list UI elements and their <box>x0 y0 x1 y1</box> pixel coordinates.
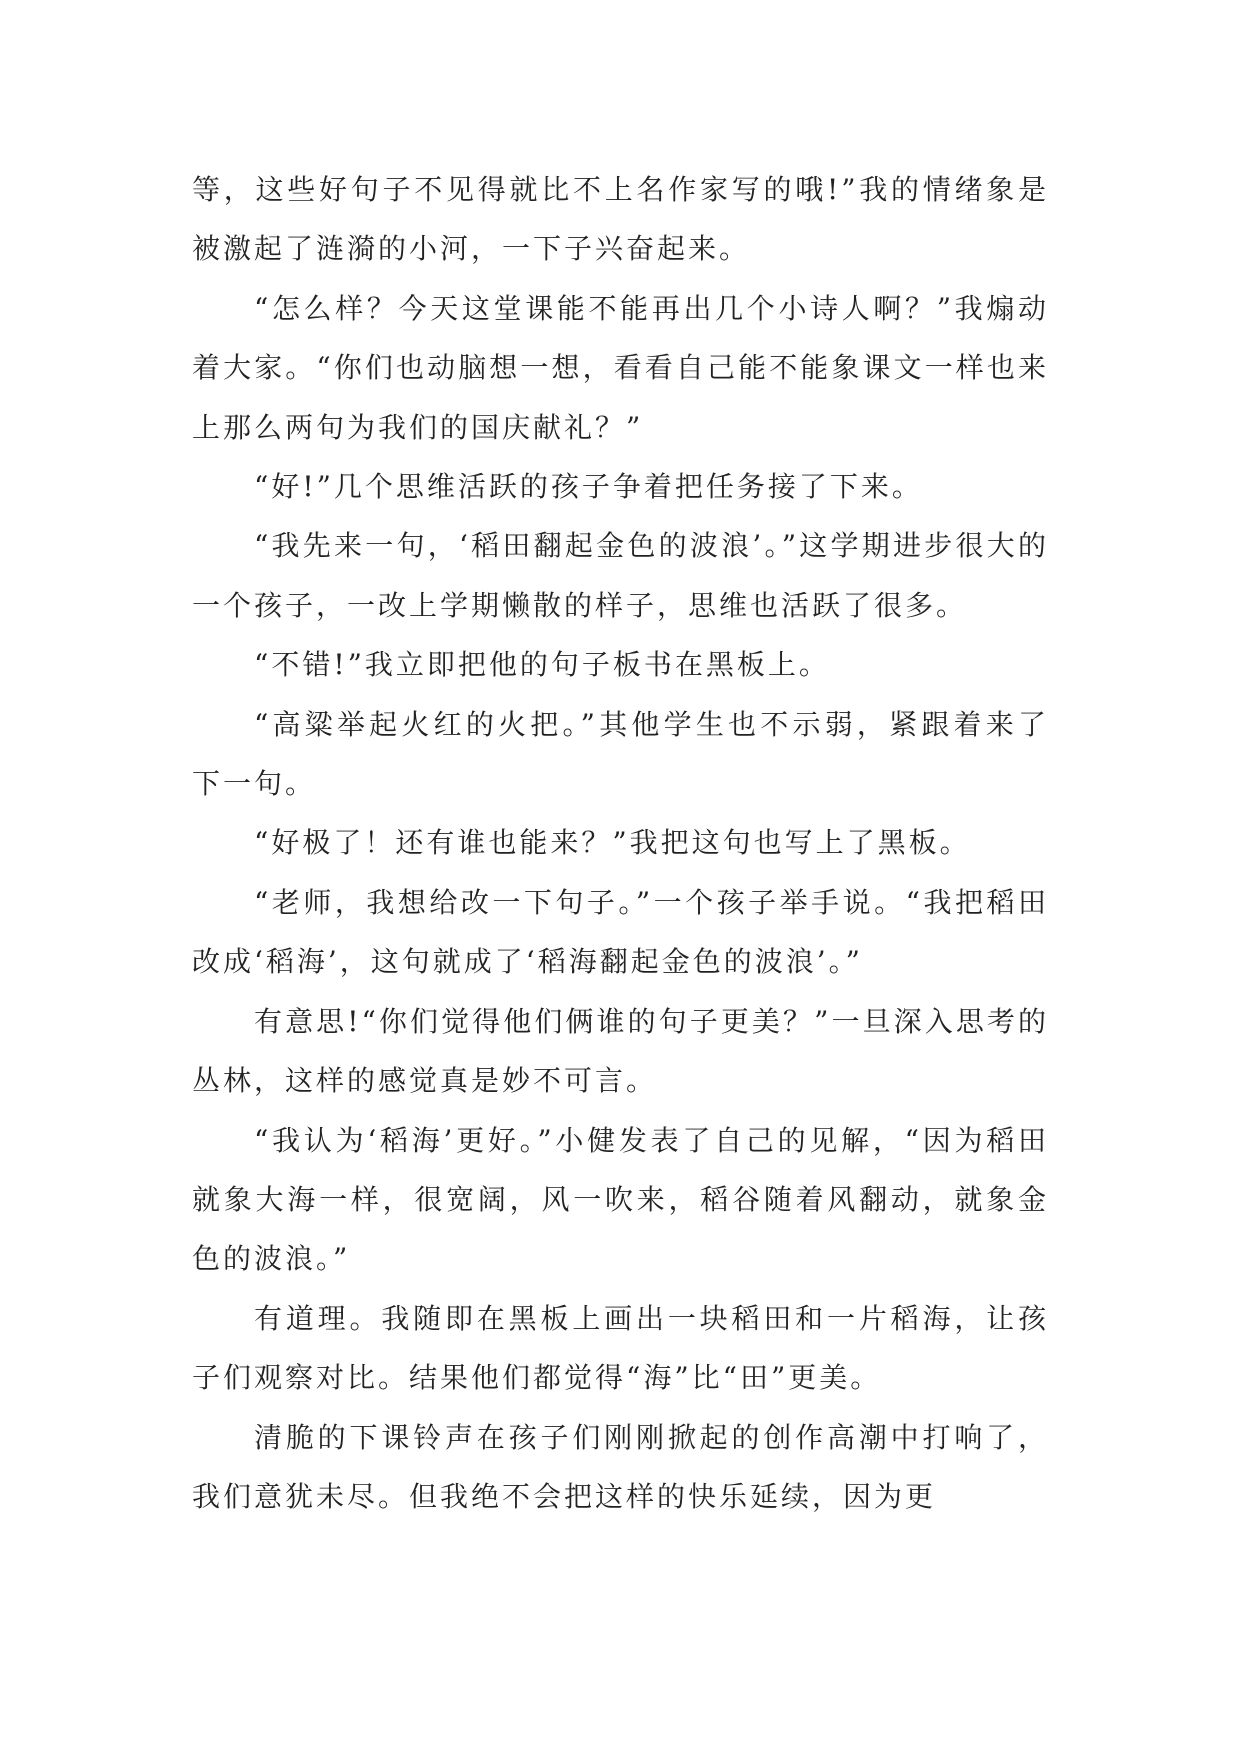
paragraph: “高粱举起火红的火把。”其他学生也不示弱，紧跟着来了下一句。 <box>192 707 1049 801</box>
paragraph: “好极了！还有谁也能来？”我把这句也写上了黑板。 <box>254 826 971 860</box>
paragraph: “我认为‘稻海’更好。”小健发表了自己的见解，“因为稻田就象大海一样，很宽阔，风一吹来，稻谷随着风翻动，就象金色的波浪。” <box>192 1123 1049 1276</box>
document-body <box>192 160 1049 1526</box>
paragraph: “我先来一句，‘稻田翻起金色的波浪’。”这学期进步很大的一个孩子，一改上学期懒散的样子，思维也活跃了很多。 <box>192 529 1049 622</box>
paragraph: “不错!”我立即把他的句子板书在黑板上。 <box>254 648 830 682</box>
paragraph: 有意思!“你们觉得他们俩谁的句子更美？”一旦深入思考的丛林，这样的感觉真是妙不可言。 <box>192 1004 1049 1098</box>
paragraph-continuation: 等，这些好句子不见得就比不上名作家写的哦!”我的情绪象是被激起了涟漪的小河，一下子兴奋起来。 <box>192 173 1049 266</box>
paragraph: “好!”几个思维活跃的孩子争着把任务接了下来。 <box>254 470 923 504</box>
paragraph: “怎么样？今天这堂课能不能再出几个小诗人啊？”我煽动着大家。“你们也动脑想一想，看看自己能不能象课文一样也来上那么两句为我们的国庆献礼？” <box>192 291 1049 444</box>
paragraph: “老师，我想给改一下句子。”一个孩子举手说。“我把稻田改成‘稻海’，这句就成了‘稻海翻起金色的波浪’。” <box>192 885 1049 979</box>
paragraph: 有道理。我随即在黑板上画出一块稻田和一片稻海，让孩子们观察对比。结果他们都觉得“海”比“田”更美。 <box>192 1301 1049 1395</box>
paragraph: 清脆的下课铃声在孩子们刚刚掀起的创作高潮中打响了，我们意犹未尽。但我绝不会把这样的快乐延续，因为更 <box>192 1420 1049 1513</box>
